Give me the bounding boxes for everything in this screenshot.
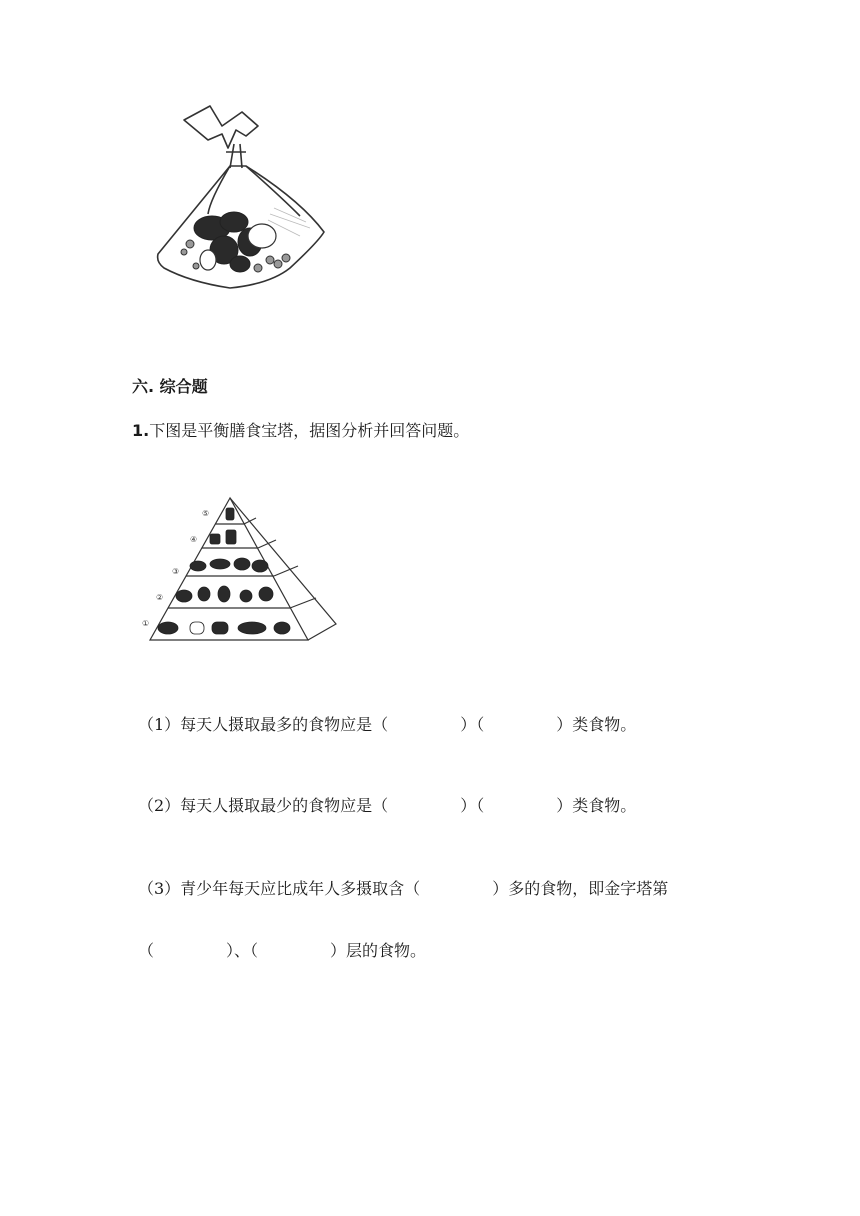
sub-question-2-prefix: （2）每天人摄取最少的食物应是（ [138,796,389,815]
food-pyramid-illustration [140,494,340,646]
sub-question-3-cont-prefix: （ [138,941,155,960]
sub-question-3-cont-mid: ）、（ [226,941,259,960]
sub-question-1 [138,712,636,735]
pyramid-level-label: ④ [190,535,198,544]
section-title: 六. 综合题 [132,377,208,396]
question-text: 下图是平衡膳食宝塔，据图分析并回答问题。 [149,421,470,440]
question-number: 1. [132,421,150,440]
pyramid-level-label: ② [156,593,164,602]
sub-question-2-mid: ）（ [460,796,485,815]
sub-question-3-suffix: ）多的食物，即金字塔第 [492,879,669,898]
pyramid-level-label: ⑤ [202,509,210,518]
sub-question-2 [138,793,636,816]
sub-question-3 [138,876,668,899]
pyramid-level-label: ① [142,619,150,628]
sub-question-3-prefix: （3）青少年每天应比成年人多摄取含（ [138,879,421,898]
sub-question-1-prefix: （1）每天人摄取最多的食物应是（ [138,715,389,734]
sub-question-3-cont-suffix: ）层的食物。 [330,941,427,960]
sub-question-1-mid: ）（ [460,715,485,734]
question-1 [132,418,469,441]
pyramid-level-label: ③ [172,567,180,576]
food-bag-illustration [150,104,330,304]
sub-question-1-suffix: ）类食物。 [556,715,637,734]
sub-question-2-suffix: ）类食物。 [556,796,637,815]
sub-question-3-continued [138,938,426,961]
